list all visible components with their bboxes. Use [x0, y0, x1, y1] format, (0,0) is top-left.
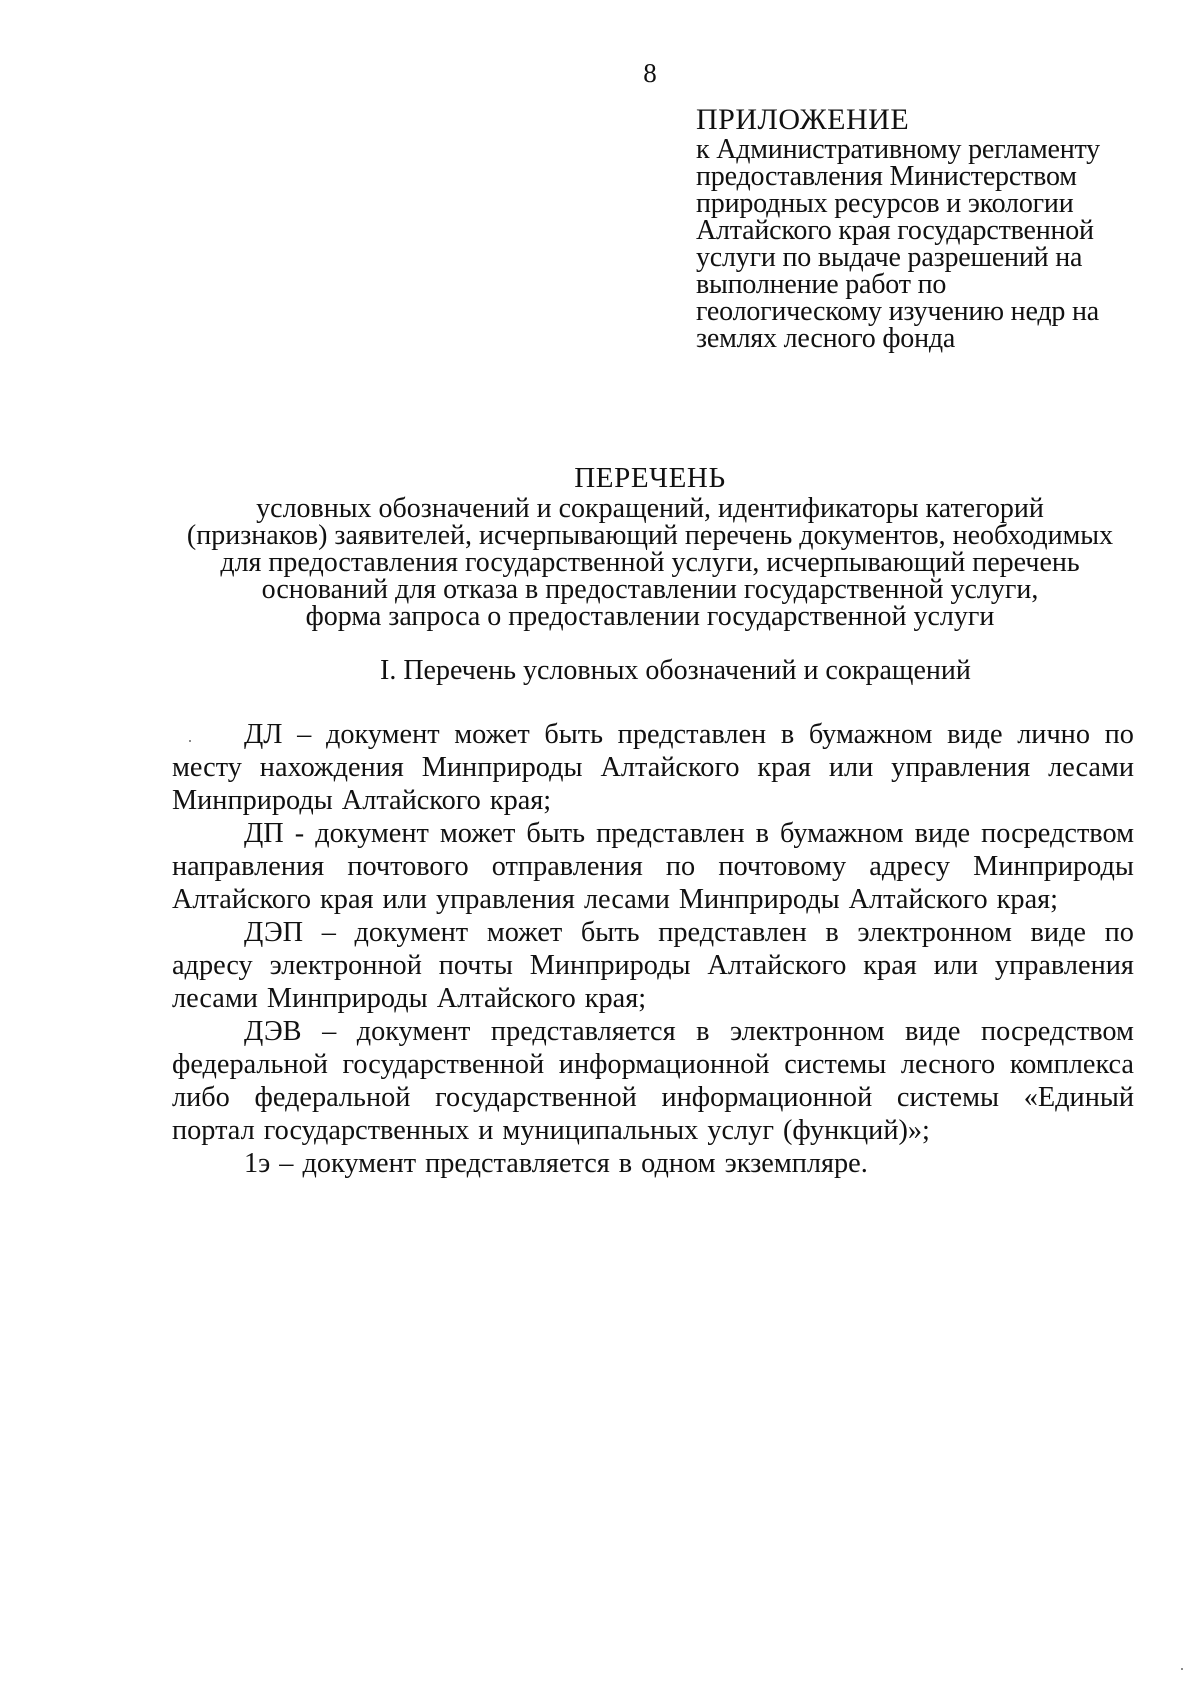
word: экземпляре.	[724, 1148, 868, 1179]
appendix-line: землях лесного фонда	[696, 323, 956, 354]
word: отправления	[491, 851, 643, 882]
word: управления	[891, 752, 1031, 783]
paragraph-line	[172, 916, 1134, 949]
word: системы	[896, 1082, 1000, 1113]
word: услуг	[707, 1115, 774, 1146]
word: края	[863, 950, 917, 981]
paragraph-line	[172, 784, 1134, 817]
appendix-line: геологическому изучению недр на	[696, 296, 1099, 327]
word: документ	[354, 917, 469, 948]
word: представляется	[490, 1016, 676, 1047]
word: электронном	[730, 1016, 885, 1047]
list-title-line: для предоставления государственной услуги, исчерпывающий перечень	[220, 547, 1080, 578]
paragraph-line	[172, 1147, 1134, 1180]
word: может	[454, 719, 530, 750]
word: виде	[1030, 917, 1086, 948]
word: системы	[784, 1049, 887, 1080]
word: края;	[996, 884, 1059, 915]
word: Минприроды	[973, 851, 1134, 882]
word: края;	[584, 983, 647, 1014]
word: по	[1104, 719, 1134, 750]
word: документ	[315, 818, 429, 849]
word: –	[321, 917, 336, 948]
section-heading: I. Перечень условных обозначений и сокращений	[380, 655, 971, 686]
list-title-line: (признаков) заявителей, исчерпывающий перечень документов, необходимых	[186, 520, 1114, 551]
word: быть	[544, 719, 604, 750]
word: почты	[438, 950, 513, 981]
word: и	[478, 1115, 494, 1146]
word: Алтайского	[172, 884, 312, 915]
word: Алтайского	[600, 752, 740, 783]
appendix-title: ПРИЛОЖЕНИЕ	[696, 103, 910, 136]
word: адресу	[869, 851, 950, 882]
word: бумажном	[780, 818, 904, 849]
word: представляется	[425, 1148, 610, 1179]
word: Алтайского	[707, 950, 847, 981]
paragraph	[172, 1147, 1134, 1180]
word: быть	[526, 818, 586, 849]
paragraph	[172, 1015, 1134, 1147]
word: лесами	[583, 884, 670, 915]
appendix-line: Алтайского края государственной	[696, 215, 1094, 246]
word: почтового	[347, 851, 469, 882]
word: посредством	[981, 818, 1134, 849]
paragraph-line	[172, 883, 1134, 916]
appendix-line: к Административному регламенту	[696, 134, 1100, 165]
word: в	[696, 1016, 710, 1047]
page-number: 8	[643, 58, 657, 88]
word: Алтайского	[848, 884, 988, 915]
word: государственных	[263, 1115, 470, 1146]
word: представлен	[596, 818, 745, 849]
word: месту	[172, 752, 242, 783]
word: края	[320, 884, 374, 915]
list-title-block	[170, 462, 1130, 630]
word: края	[757, 752, 811, 783]
word: муниципальных	[502, 1115, 699, 1146]
word: посредством	[981, 1016, 1134, 1047]
paragraph-line	[172, 817, 1134, 850]
paragraph-line	[172, 1081, 1134, 1114]
paragraph-line	[172, 850, 1134, 883]
word: быть	[580, 917, 640, 948]
word: управления	[435, 884, 575, 915]
appendix-block	[696, 104, 1156, 352]
word: ДЭП	[244, 917, 304, 948]
word: в	[825, 917, 839, 948]
word: Алтайского	[436, 983, 576, 1014]
word: виде	[905, 1016, 961, 1047]
word: или	[933, 950, 979, 981]
word: лесами	[1048, 752, 1134, 783]
word: или	[828, 752, 874, 783]
word: виде	[947, 719, 1003, 750]
paragraph	[172, 718, 1134, 817]
paragraph	[172, 916, 1134, 1015]
word: портал	[172, 1115, 255, 1146]
word: Минприроды	[266, 983, 428, 1014]
appendix-line: природных ресурсов и экологии	[696, 188, 1074, 219]
word: в	[755, 818, 769, 849]
word: Минприроды	[678, 884, 840, 915]
word: по	[665, 851, 696, 882]
word: управления	[994, 950, 1134, 981]
word: федеральной	[254, 1082, 411, 1113]
word: 1э	[244, 1148, 271, 1179]
scan-speck	[1181, 1668, 1183, 1670]
word: ДП	[244, 818, 284, 849]
word: –	[322, 1016, 337, 1047]
word: либо	[172, 1082, 230, 1113]
word: нахождения	[259, 752, 404, 783]
word: государственной	[342, 1049, 545, 1080]
word: направления	[172, 851, 325, 882]
word: документ	[302, 1148, 417, 1179]
appendix-line: выполнение работ по	[696, 269, 947, 300]
word: по	[1104, 917, 1134, 948]
word: государственной	[435, 1082, 637, 1113]
paragraph	[172, 817, 1134, 916]
word: Минприроды	[529, 950, 691, 981]
word: представлен	[658, 917, 807, 948]
paragraph-line	[172, 1048, 1134, 1081]
paragraph-line	[172, 1015, 1134, 1048]
scan-speck	[189, 740, 191, 742]
paragraph-line	[172, 982, 1134, 1015]
word: ДЭВ	[244, 1016, 302, 1047]
list-title-line: форма запроса о предоставлении государственной услуги	[305, 601, 995, 632]
word: документ	[325, 719, 440, 750]
word: «Единый	[1023, 1082, 1134, 1113]
word: -	[294, 818, 305, 849]
word: края;	[489, 785, 552, 816]
word: Минприроды	[421, 752, 583, 783]
word: (функций)»;	[782, 1115, 930, 1146]
appendix-line: услуги по выдаче разрешений на	[696, 242, 1083, 273]
word: почтовому	[718, 851, 847, 882]
word: –	[279, 1148, 294, 1179]
list-title-heading: ПЕРЕЧЕНЬ	[574, 462, 726, 494]
paragraph-line	[172, 718, 1134, 751]
list-title-line: условных обозначений и сокращений, идентификаторы категорий	[256, 493, 1044, 524]
word: Алтайского	[341, 785, 481, 816]
word: информационной	[558, 1049, 770, 1080]
word: в	[618, 1148, 633, 1179]
word: федеральной	[172, 1049, 328, 1080]
word: комплекса	[1009, 1049, 1134, 1080]
word: одном	[641, 1148, 716, 1179]
word: в	[780, 719, 795, 750]
list-title-line: оснований для отказа в предоставлении государственной услуги,	[261, 574, 1039, 605]
appendix-line: предоставления Министерством	[696, 161, 1077, 192]
word: может	[486, 917, 563, 948]
word: или	[382, 884, 427, 915]
word: виде	[914, 818, 971, 849]
word: информационной	[661, 1082, 873, 1113]
word: бумажном	[808, 719, 933, 750]
word: электронном	[857, 917, 1012, 948]
paragraph-line	[172, 751, 1134, 784]
word: адресу	[172, 950, 253, 981]
word: может	[439, 818, 516, 849]
word: документ	[356, 1016, 471, 1047]
word: представлен	[617, 719, 767, 750]
paragraph-line	[172, 949, 1134, 982]
word: Минприроды	[172, 785, 333, 816]
paragraph-line	[172, 1114, 1134, 1147]
word: лесного	[900, 1049, 996, 1080]
body-text	[172, 718, 1134, 1180]
word: лесами	[172, 983, 258, 1014]
word: ДЛ	[244, 719, 283, 750]
word: –	[297, 719, 312, 750]
word: электронной	[269, 950, 422, 981]
word: лично	[1017, 719, 1090, 750]
